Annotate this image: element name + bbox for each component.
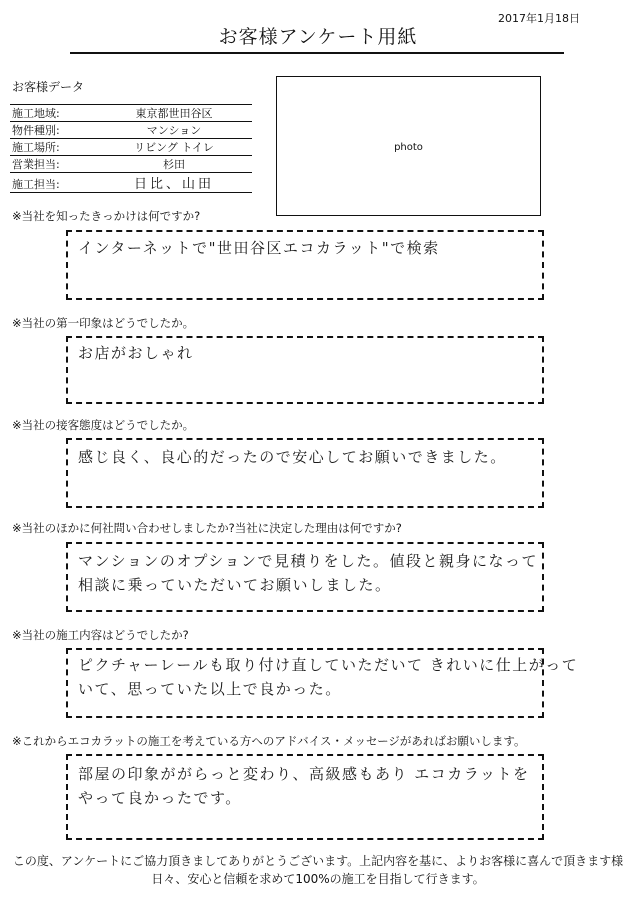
question-3: ※当社の接客態度はどうでしたか。 — [12, 418, 195, 432]
answer-1: インターネットで"世田谷区エコカラット"で検索 — [78, 239, 440, 257]
row-value: 杉田 — [94, 156, 252, 173]
answer-5: ピクチャーレールも取り付け直していただいて きれいに仕上がって いて、思っていた以上で良かった。 — [78, 656, 579, 698]
question-6: ※これからエコカラットの施工を考えている方へのアドバイス・メッセージがあればお願いします。 — [12, 734, 526, 748]
row-label: 施工担当: — [10, 173, 94, 193]
row-label: 施工場所: — [10, 139, 94, 156]
row-label: 営業担当: — [10, 156, 94, 173]
footer-message-line-2: 日々、安心と信頼を求めて100%の施工を目指して行きます。 — [151, 872, 485, 886]
answer-3: 感じ良く、良心的だったので安心してお願いできました。 — [78, 448, 507, 466]
table-row — [10, 105, 252, 122]
photo-label: photo — [394, 142, 423, 153]
row-value: 日比、山田 — [94, 173, 252, 193]
footer-message-line-1: この度、アンケートにご協力頂きましてありがとうございます。上記内容を基に、よりお客様に喜んで頂きます様 — [12, 854, 624, 868]
answer-2: お店がおしゃれ — [78, 344, 194, 362]
question-1: ※当社を知ったきっかけは何ですか? — [12, 209, 201, 223]
page-title: お客様アンケート用紙 — [218, 26, 418, 48]
customer-data-table — [10, 104, 252, 193]
row-value: 東京都世田谷区 — [94, 105, 252, 122]
customer-data-heading: お客様データ — [12, 80, 85, 94]
question-2: ※当社の第一印象はどうでしたか。 — [12, 316, 195, 330]
row-label: 物件種別: — [10, 122, 94, 139]
answer-6: 部屋の印象ががらっと変わり、高級感もあり エコカラットを やって良かったです。 — [78, 765, 530, 807]
table-row — [10, 156, 252, 173]
row-label: 施工地域: — [10, 105, 94, 122]
title-underline — [70, 52, 564, 54]
row-value: マンション — [94, 122, 252, 139]
table-row — [10, 139, 252, 156]
survey-date: 2017年1月18日 — [498, 12, 580, 25]
question-5: ※当社の施工内容はどうでしたか? — [12, 628, 189, 642]
table-row — [10, 173, 252, 193]
table-row — [10, 122, 252, 139]
row-value: リビング トイレ — [94, 139, 252, 156]
question-4: ※当社のほかに何社問い合わせしましたか?当社に決定した理由は何ですか? — [12, 521, 402, 535]
answer-4: マンションのオプションで見積りをした。値段と親身になって 相談に乗っていただいてお願いしました。 — [78, 552, 538, 594]
